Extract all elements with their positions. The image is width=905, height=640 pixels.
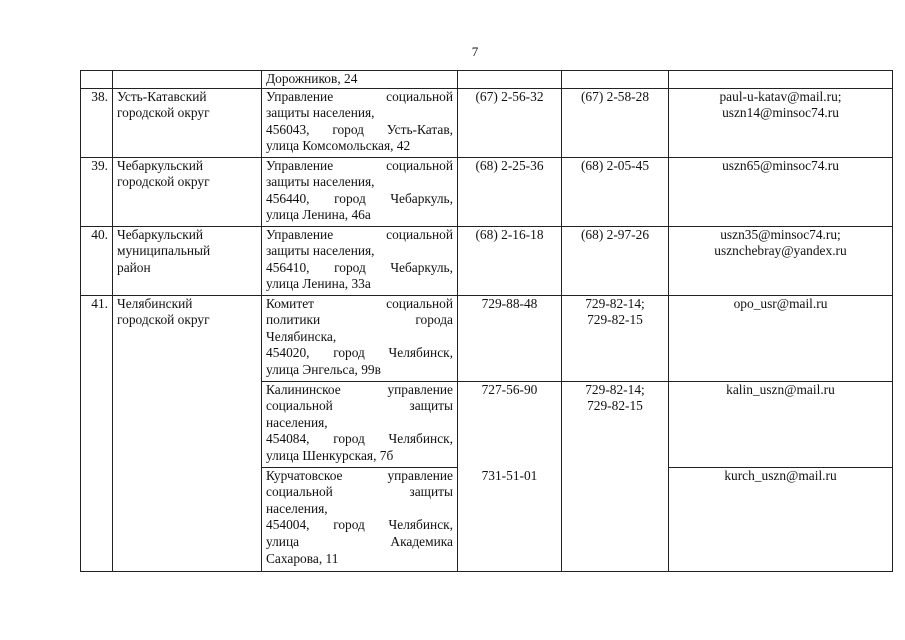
district-line: городской округ: [117, 105, 210, 121]
district-line: муниципальный: [117, 243, 211, 259]
fax-line: 729-82-14;: [585, 381, 645, 397]
page-number: 7: [471, 44, 479, 59]
address-line: защиты населения,: [266, 105, 375, 121]
fax-cell: (68) 2-97-26: [562, 226, 669, 295]
district-line: Челябинский: [117, 295, 193, 311]
address-line: защиты населения,: [266, 243, 375, 259]
phone-text: 731-51-01: [481, 467, 538, 483]
address-cell: [262, 71, 458, 89]
row-number: 41.: [81, 295, 113, 571]
address-line: улица Шенкурская, 7б: [266, 447, 394, 463]
phone-cell: (67) 2-56-32: [458, 88, 562, 157]
row-number: 40.: [81, 226, 113, 295]
district-cell: [113, 226, 262, 295]
address-cell: [262, 88, 458, 157]
email-text: uszn14@minsoc74.ru: [722, 105, 839, 121]
address-line: Курчатовское управление: [266, 467, 453, 483]
address-line: 454020, город Челябинск,: [266, 345, 453, 361]
address-line: 454084, город Челябинск,: [266, 431, 453, 447]
address-line: социальной защиты: [266, 484, 453, 500]
phone-cell: (68) 2-16-18: [458, 226, 562, 295]
address-line: улица Ленина, 33а: [266, 276, 371, 292]
address-line: социальной защиты: [266, 398, 453, 414]
address-cell: [262, 295, 458, 381]
row-number: 38.: [81, 88, 113, 157]
address-line: политики города: [266, 312, 453, 328]
address-line: населения,: [266, 414, 328, 430]
fax-cell: [562, 295, 669, 381]
fax-cell: [562, 71, 669, 89]
district-cell: [113, 71, 262, 89]
address-cell: [262, 226, 458, 295]
address-line: Челябинска,: [266, 328, 337, 344]
address-line: Сахарова, 11: [266, 550, 339, 566]
district-cell: [113, 88, 262, 157]
email-cell: opo_usr@mail.ru: [669, 295, 893, 381]
fax-line: 729-82-15: [587, 312, 643, 328]
address-line: Управление социальной: [266, 88, 453, 104]
district-line: Усть-Катавский: [117, 88, 207, 104]
email-cell: [669, 88, 893, 157]
district-line: городской округ: [117, 312, 210, 328]
email-cell: kalin_uszn@mail.ru: [669, 381, 893, 467]
district-line: Чебаркульский: [117, 226, 204, 242]
district-line: район: [117, 259, 151, 275]
address-line: улица Энгельса, 99в: [266, 361, 381, 377]
table-row: [81, 157, 893, 226]
email-text: uszn35@minsoc74.ru;: [720, 226, 841, 242]
phone-cell: (68) 2-25-36: [458, 157, 562, 226]
email-cell: [669, 157, 893, 226]
address-cell: [262, 381, 458, 467]
address-line: улица Ленина, 46а: [266, 207, 371, 223]
address-line: Управление социальной: [266, 157, 453, 173]
row-number: 39.: [81, 157, 113, 226]
address-line: улица Академика: [266, 533, 453, 549]
address-line: Дорожников, 24: [266, 71, 358, 86]
fax-line: 729-82-14;: [585, 295, 645, 311]
address-line: 454004, город Челябинск,: [266, 517, 453, 533]
email-text: uszn65@minsoc74.ru: [722, 157, 839, 173]
email-cell: kurch_uszn@mail.ru: [669, 467, 893, 571]
phone-cell: 729-88-48: [458, 295, 562, 381]
address-line: Управление социальной: [266, 226, 453, 242]
address-line: защиты населения,: [266, 174, 375, 190]
address-cell: [262, 467, 458, 571]
district-cell: [113, 157, 262, 226]
address-line: населения,: [266, 500, 328, 516]
table-row: [81, 226, 893, 295]
email-text: paul-u-katav@mail.ru;: [719, 88, 842, 104]
phone-text: 727-56-90: [481, 381, 538, 397]
address-line: Комитет социальной: [266, 295, 453, 311]
district-line: городской округ: [117, 174, 210, 190]
email-cell: [669, 71, 893, 89]
table-row: [81, 295, 893, 381]
fax-line: 729-82-15: [587, 398, 643, 414]
phone-cell: [458, 71, 562, 89]
address-line: 456440, город Чебаркуль,: [266, 190, 453, 206]
address-line: 456043, город Усть-Катав,: [266, 121, 453, 137]
number-cell: [81, 71, 113, 89]
address-line: 456410, город Чебаркуль,: [266, 259, 453, 275]
contacts-table: [80, 70, 893, 572]
fax-cell: (68) 2-05-45: [562, 157, 669, 226]
address-cell: [262, 157, 458, 226]
phone-cell: [458, 381, 562, 571]
email-cell: [669, 226, 893, 295]
table-row-continuation: [81, 71, 893, 89]
district-cell: [113, 295, 262, 571]
fax-cell: [562, 381, 669, 571]
district-line: Чебаркульский: [117, 157, 204, 173]
address-line: улица Комсомольская, 42: [266, 138, 411, 154]
table-row: [81, 88, 893, 157]
address-line: Калининское управление: [266, 381, 453, 397]
fax-cell: (67) 2-58-28: [562, 88, 669, 157]
email-text: usznchebray@yandex.ru: [714, 243, 847, 259]
